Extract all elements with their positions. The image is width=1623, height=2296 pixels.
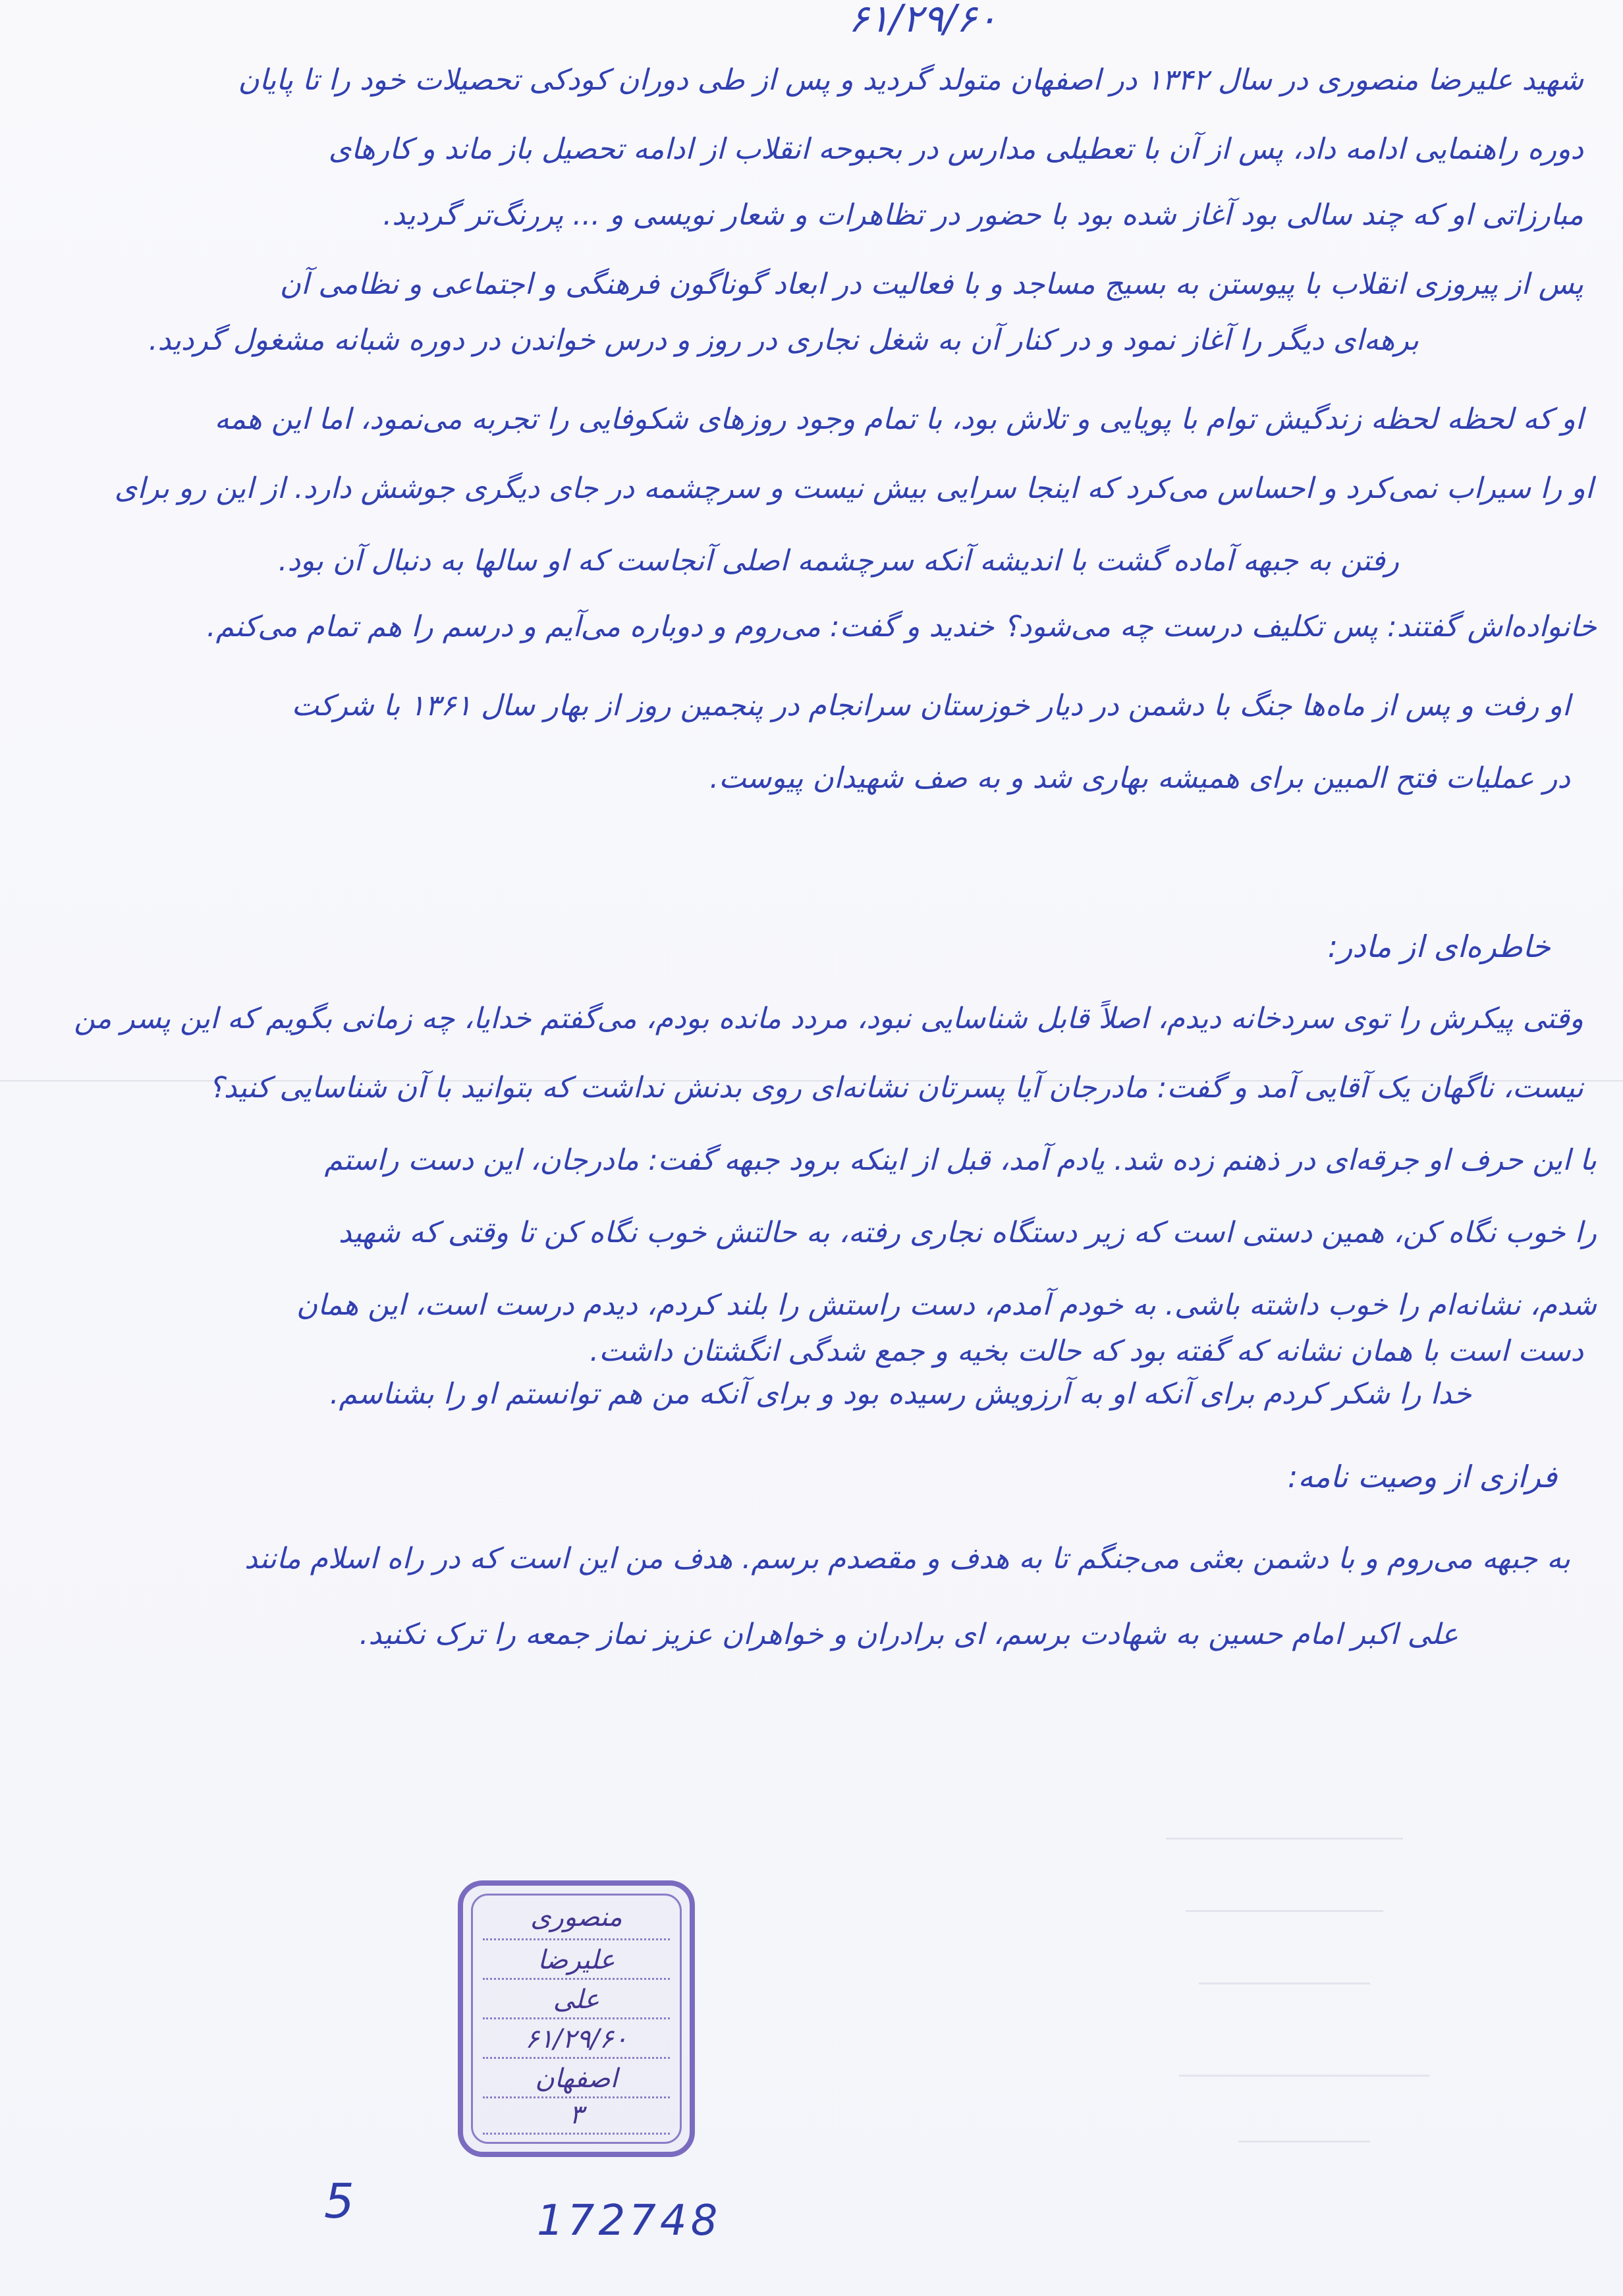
document-number: 172748 <box>537 2197 722 2245</box>
stamp-city: اصفهان <box>535 2064 618 2094</box>
memory-heading: خاطره‌ای از مادر: <box>1327 929 1551 964</box>
memory-line-1: وقتی پیکرش را توی سردخانه دیدم، اصلاً قابل شناسایی نبود، مردد مانده بودم، می‌گفتم خدایا، چه زمانی بگویم که این پسر من <box>74 1002 1583 1035</box>
bleed-through-mark <box>1166 1838 1403 1840</box>
bio-line-1: شهید علیرضا منصوری در سال ۱۳۴۲ در اصفهان متولد گردید و پس از طی دوران کودکی تحصیلات خود را تا پایان <box>238 63 1583 97</box>
memory-line-4: را خوب نگاه کن، همین دستی است که زیر دستگاه نجاری رفته، به حالتش خوب نگاه کن تا وقتی که شهید <box>338 1216 1597 1249</box>
bio-line-2: دوره راهنمایی ادامه داد، پس از آن با تعطیلی مدارس در بحبوحه انقلاب از ادامه تحصیل باز ماند و کارهای <box>328 132 1583 166</box>
stamp-row-line <box>483 2133 670 2136</box>
stamp-row-line <box>483 2057 670 2060</box>
page-number: 5 <box>324 2173 354 2229</box>
bleed-through-mark <box>1186 1910 1383 1912</box>
stamp-row-line <box>483 1978 670 1981</box>
memory-line-5: شدم، نشانه‌ام را خوب داشته باشی. به خودم آمدم، دست راستش را بلند کردم، دیدم درست است، این همان <box>296 1288 1597 1322</box>
bleed-through-mark <box>1238 2141 1370 2143</box>
will-line-2: علی اکبر امام حسین به شهادت برسم، ای برادران و خواهران عزیز نماز جمعه را ترک نکنید. <box>359 1618 1458 1651</box>
bio-line-4: پس از پیروزی انقلاب با پیوستن به بسیج مساجد و با فعالیت در ابعاد گوناگون فرهنگی و اجتماعی و نظامی آن <box>279 267 1583 301</box>
will-heading: فرازی از وصیت نامه: <box>1287 1459 1557 1494</box>
bio-line-7: او را سیراب نمی‌کرد و احساس می‌کرد که اینجا سرایی بیش نیست و سرچشمه در جای دیگری جوشش دارد. از این رو برای <box>114 472 1593 505</box>
memory-line-2: نیست، ناگهان یک آقایی آمد و گفت: مادرجان آیا پسرتان نشانه‌ای روی بدنش نداشت که بتوانید با آن شناسایی کنید؟ <box>208 1071 1583 1105</box>
bio-line-10: او رفت و پس از ماه‌ها جنگ با دشمن در دیار خوزستان سرانجام در پنجمین روز از بهار سال ۱۳۶۱ با شرکت <box>291 689 1570 723</box>
stamp-father-name: علی <box>553 1984 600 2015</box>
memory-line-7: خدا را شکر کردم برای آنکه او به آرزویش رسیده بود و برای آنکه من هم توانستم او را بشناسم. <box>329 1377 1472 1411</box>
stamp-surname: منصوری <box>530 1902 622 1932</box>
stamp-first-name: علیرضا <box>537 1945 615 1975</box>
stamp-row-line <box>483 1938 670 1942</box>
bio-line-3: مبارزاتی او که چند سالی بود آغاز شده بود با حضور در تظاهرات و شعار نویسی و ... پررنگ‌تر گردید. <box>383 198 1583 232</box>
bio-line-5: برهه‌ای دیگر را آغاز نمود و در کنار آن به شغل نجاری در روز و درس خواندن در دوره شبانه مشغول گردید. <box>148 323 1419 357</box>
bio-line-11: در عملیات فتح المبین برای همیشه بهاری شد و به صف شهیدان پیوست. <box>709 761 1570 795</box>
bio-line-9: خانواده‌اش گفتند: پس تکلیف درست چه می‌شود؟ خندید و گفت: می‌روم و دوباره می‌آیم و درسم را هم تمام می‌کنم. <box>206 610 1597 643</box>
stamp-number: ۳ <box>569 2100 584 2130</box>
bio-line-8: رفتن به جبهه آماده گشت با اندیشه آنکه سرچشمه اصلی آنجاست که او سالها به دنبال آن بود. <box>278 544 1399 578</box>
memory-line-6: دست است با همان نشانه که گفته بود که حالت بخیه و جمع شدگی انگشتان داشت. <box>590 1334 1583 1368</box>
bleed-through-mark <box>1179 2075 1429 2077</box>
memory-line-3: با این حرف او جرقه‌ای در ذهنم زده شد. یادم آمد، قبل از اینکه برود جبهه گفت: مادرجان، این دست راستم <box>324 1143 1597 1177</box>
official-stamp <box>458 1880 695 2157</box>
bio-line-6: او که لحظه لحظه زندگیش توام با پویایی و تلاش بود، با تمام وجود روزهای شکوفایی را تجربه می‌نمود، اما این همه <box>214 402 1583 436</box>
document-date: ۶۱/۲۹/۶۰ <box>848 0 997 41</box>
bleed-through-mark <box>1199 1982 1370 1984</box>
stamp-row-line <box>483 2017 670 2021</box>
will-line-1: به جبهه می‌روم و با دشمن بعثی می‌جنگم تا به هدف و مقصدم برسم. هدف من این است که در راه اسلام مانند <box>244 1542 1570 1575</box>
stamp-date: ۶۱/۲۹/۶۰ <box>525 2024 628 2054</box>
